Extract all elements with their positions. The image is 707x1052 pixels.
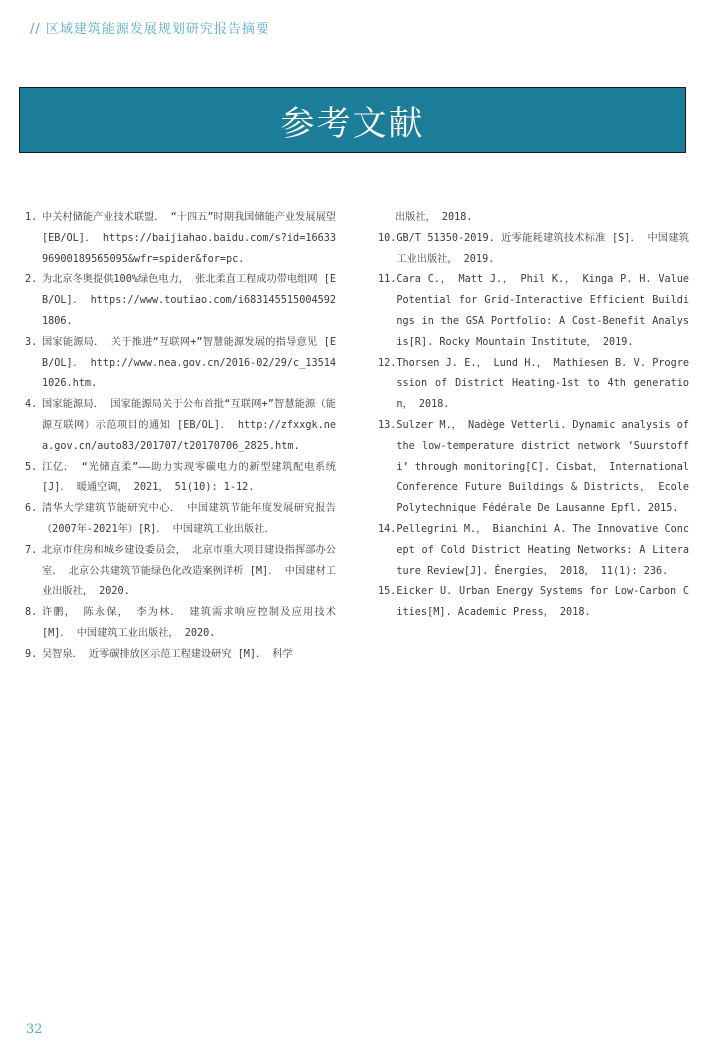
reference-text: 清华大学建筑节能研究中心． 中国建筑节能年度发展研究报告（2007年-2021年）[R]． 中国建筑工业出版社． [42, 503, 336, 535]
reference-text: Eicker U. Urban Energy Systems for Low-Carbon Cities[M]. Academic Press， 2018. [396, 586, 689, 619]
reference-text: 吴智泉． 近零碳排放区示范工程建设研究 [M]． 科学 [42, 648, 293, 660]
reference-number: 11. [378, 274, 397, 286]
reference-number: 13. [378, 419, 397, 431]
reference-number: 1. [25, 212, 38, 223]
reference-text: Sulzer M.， Nadège Vetterli. Dynamic analysis of the low-temperature district network ‘Suurstoffi’ through monitoring[C]. Cisbat， International Conference Future Buildings & Districts， Ecole Polytechnique Fédérale De Lausanne Epfl. 2015. [396, 419, 689, 515]
reference-text: Pellegrini M.， Bianchini A. The Innovative Concept of Cold District Heating Networks: A Literature Review[J]. Énergies， 2018， 11(1): 236. [396, 523, 689, 577]
reference-number: 3. [25, 336, 38, 348]
reference-item-14 [378, 520, 689, 582]
reference-text: 国家能源局． 国家能源局关于公布首批“互联网+”智慧能源（能源互联网）示范项目的通知 [EB/OL]． http://zfxxgk.nea.gov.cn/auto83/201707/t20170706_2825.htm. [42, 399, 336, 452]
reference-item-3 [25, 333, 336, 395]
reference-text: GB/T 51350-2019. 近零能耗建筑技术标准 [S]． 中国建筑工业出版社， 2019. [396, 232, 689, 265]
reference-text: 为北京冬奥提供100%绿色电力， 张北柔直工程成功带电组网 [EB/OL]． https://www.toutiao.com/i6831455150045921806. [42, 274, 336, 327]
reference-text: Thorsen J. E.， Lund H.， Mathiesen B. V. Progression of District Heating-1st to 4th generation， 2018. [396, 357, 689, 411]
reference-text: 许鹏， 陈永保， 李为林． 建筑需求响应控制及应用技术 [M]． 中国建筑工业出版社， 2020. [42, 607, 336, 639]
reference-item-2 [25, 270, 336, 332]
reference-9-continuation: 出版社， 2018. [395, 212, 473, 223]
section-title-banner [19, 87, 686, 153]
reference-item-8 [25, 603, 336, 645]
reference-text: 江亿． “光储直柔”——助力实现零碳电力的新型建筑配电系统 [J]． 暖通空调， 2021， 51(10): 1-12. [42, 461, 336, 494]
running-header: // 区域建筑能源发展规划研究报告摘要 [30, 22, 270, 37]
reference-text: 国家能源局． 关于推进“互联网+”智慧能源发展的指导意见 [EB/OL]． http://www.nea.gov.cn/2016-02/29/c_135141026.htm. [42, 336, 336, 390]
reference-item-13 [378, 416, 689, 520]
reference-item-1 [25, 208, 336, 270]
reference-text: 中关村储能产业技术联盟． “十四五”时期我国储能产业发展展望 [EB/OL]． https://baijiahao.baidu.com/s?id=1663396900189565095&wfr=spider&for=pc. [42, 212, 336, 265]
reference-number: 2. [25, 274, 38, 286]
reference-item-11 [378, 270, 689, 353]
reference-text: 北京市住房和城乡建设委员会， 北京市重大项目建设指挥部办公室． 北京公共建筑节能绿色化改造案例详析 [M]． 中国建材工业出版社， 2020. [42, 544, 336, 598]
reference-number: 14. [378, 523, 397, 535]
reference-number: 10. [378, 232, 397, 244]
page-number: 32 [26, 1022, 43, 1037]
reference-item-6 [25, 499, 336, 541]
reference-number: 4. [25, 399, 38, 411]
reference-number: 15. [378, 586, 397, 598]
reference-item-5 [25, 458, 336, 500]
references-right-column [378, 208, 689, 624]
reference-item-12 [378, 354, 689, 416]
reference-number: 12. [378, 357, 397, 369]
reference-number: 6. [25, 503, 38, 515]
reference-item-15 [378, 582, 689, 624]
reference-number: 9. [25, 648, 38, 660]
reference-number: 5. [25, 461, 38, 473]
reference-item-10 [378, 229, 689, 271]
reference-item-9 [25, 645, 336, 666]
reference-item-4 [25, 395, 336, 457]
section-title: 参考文献 [280, 103, 425, 144]
reference-number: 7. [25, 544, 38, 556]
reference-item-7 [25, 541, 336, 603]
references-left-column [25, 208, 336, 666]
reference-number: 8. [25, 607, 38, 619]
reference-text: Cara C.， Matt J.， Phil K.， Kinga P. H. Value Potential for Grid-Interactive Efficient Buildings in the GSA Portfolio: A Cost-Benefit Analysis[R]. Rocky Mountain Institute， 2019. [396, 274, 689, 348]
